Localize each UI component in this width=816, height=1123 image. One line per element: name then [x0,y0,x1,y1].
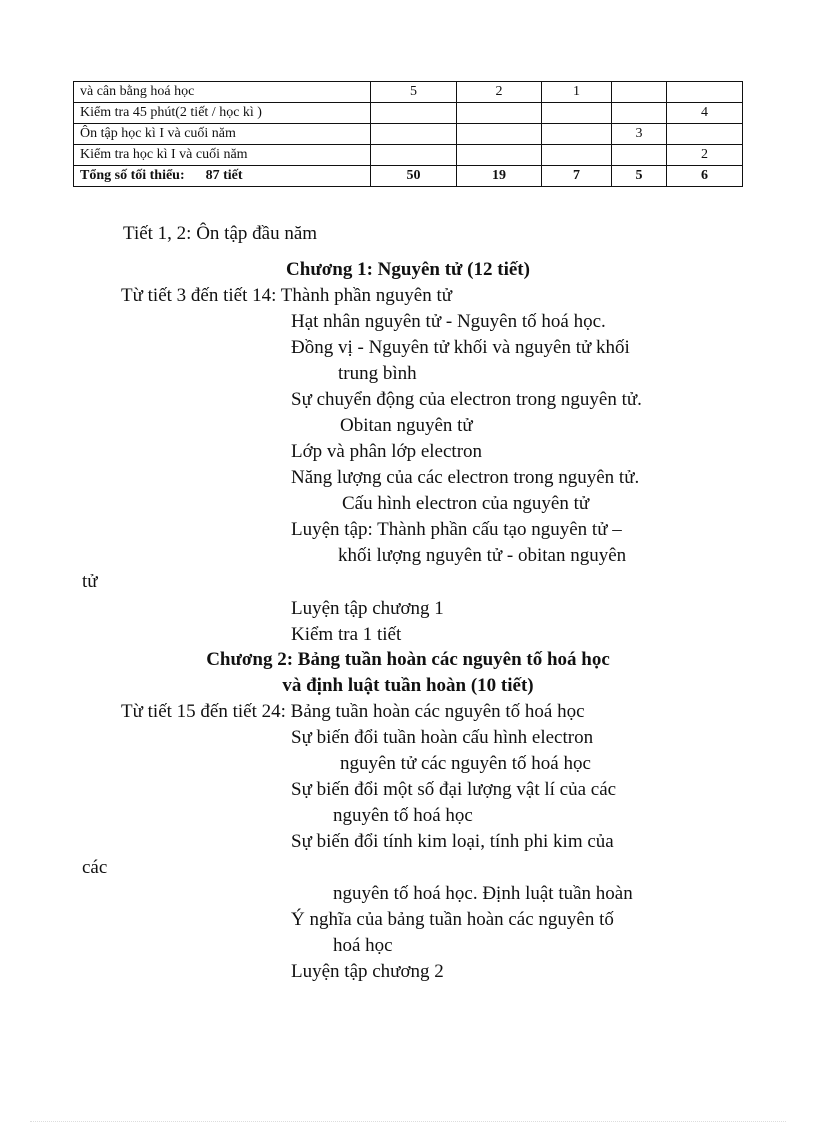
chapter-1-item: Hạt nhân nguyên tử - Nguyên tố hoá học. [291,311,606,332]
cell-value [371,145,457,166]
table-row [74,145,743,166]
total-value: 50 [371,166,457,187]
chapter-1-item: Luyện tập chương 1 [291,598,444,619]
row-label: Kiểm tra 45 phút(2 tiết / học kì ) [74,103,371,124]
cell-value: 1 [542,82,612,103]
chapter-1-item-cont: Obitan nguyên tử [340,415,473,436]
table-row [74,82,743,103]
total-value: 7 [542,166,612,187]
cell-value: 2 [457,82,542,103]
table-row [74,124,743,145]
chapter-1-item-cont: trung bình [338,363,417,384]
cell-value: 5 [371,82,457,103]
chapter-1-item-cont: khối lượng nguyên tử - obitan nguyên [338,545,627,566]
chapter-2-item: Ý nghĩa của bảng tuần hoàn các nguyên tố [291,909,614,930]
chapter-1-item: Năng lượng của các electron trong nguyên tử. [291,467,640,488]
chapter-2-item: Luyện tập chương 2 [291,961,444,982]
cell-value [457,124,542,145]
chapter-2-item-cont: nguyên tố hoá học. Định luật tuần hoàn [333,883,633,904]
chapter-1-item: Lớp và phân lớp electron [291,441,483,462]
page-bottom-divider [30,1121,786,1122]
chapter-2-item-cont: nguyên tố hoá học [333,805,473,826]
cell-value [371,103,457,124]
chapter-1-item: Luyện tập: Thành phần cấu tạo nguyên tử – [291,519,622,540]
chapter-2-item-wrap: các [82,857,108,878]
total-value: 5 [612,166,667,187]
cell-value [667,124,743,145]
cell-value [542,103,612,124]
table-total-row [74,166,743,187]
cell-value [371,124,457,145]
cell-value [457,103,542,124]
chapter-2-title: Chương 2: Bảng tuần hoàn các nguyên tố hoá học [206,649,610,670]
chapter-1-item: Đồng vị - Nguyên tử khối và nguyên tử khối [291,337,630,358]
chapter-2-item-cont: hoá học [333,935,393,956]
total-value: 6 [667,166,743,187]
chapter-2-item-cont: nguyên tử các nguyên tố hoá học [340,753,591,774]
cell-value [612,145,667,166]
chapter-1-item: Kiểm tra 1 tiết [291,624,402,645]
total-label: Tổng số tối thiểu: 87 tiết [74,166,371,187]
row-label: Ôn tập học kì I và cuối năm [74,124,371,145]
lesson-count-table [73,81,743,187]
cell-value: 3 [612,124,667,145]
cell-value [612,103,667,124]
chapter-2-item: Sự biến đổi một số đại lượng vật lí của các [291,779,617,800]
chapter-1-title: Chương 1: Nguyên tử (12 tiết) [286,259,530,280]
chapter-2-title-line-2: và định luật tuần hoàn (10 tiết) [282,675,534,696]
cell-value [612,82,667,103]
cell-value: 2 [667,145,743,166]
chapter-1-item: Sự chuyển động của electron trong nguyên tử. [291,389,642,410]
cell-value [542,145,612,166]
table-row [74,103,743,124]
intro-line: Tiết 1, 2: Ôn tập đầu năm [123,223,318,244]
cell-value [457,145,542,166]
chapter-1-item-wrap: tử [82,571,98,592]
cell-value [542,124,612,145]
cell-value [667,82,743,103]
cell-value: 4 [667,103,743,124]
total-value: 19 [457,166,542,187]
chapter-2-item: Sự biến đổi tuần hoàn cấu hình electron [291,727,594,748]
chapter-1-range: Từ tiết 3 đến tiết 14: Thành phần nguyên tử [121,285,453,306]
chapter-1-item-cont: Cấu hình electron của nguyên tử [342,493,590,514]
row-label: và cân bằng hoá học [74,82,371,103]
row-label: Kiểm tra học kì I và cuối năm [74,145,371,166]
chapter-2-item: Sự biến đổi tính kim loại, tính phi kim của [291,831,614,852]
chapter-2-range: Từ tiết 15 đến tiết 24: Bảng tuần hoàn các nguyên tố hoá học [121,701,585,722]
